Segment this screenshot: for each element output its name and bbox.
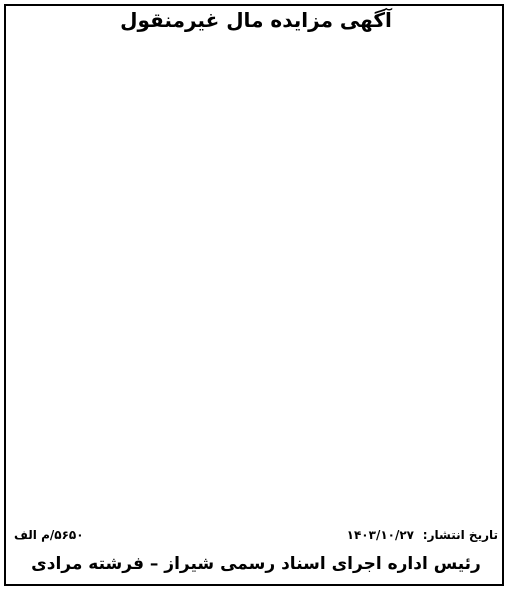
body-line <box>14 396 498 411</box>
body-line <box>14 381 498 396</box>
body-line <box>14 57 498 72</box>
body-line <box>14 488 498 503</box>
reference-code: ۵۶۵۰/م الف <box>14 528 84 542</box>
body-line <box>14 304 498 319</box>
body-line <box>14 119 498 134</box>
publication-label: تاریخ انتشار: <box>422 528 498 542</box>
publication-row <box>14 528 498 544</box>
body-line <box>14 442 498 457</box>
body-line <box>14 181 498 196</box>
notice-title: آگهی مزایده مال غیرمنقول <box>120 8 392 32</box>
body-line <box>14 242 498 257</box>
body-line <box>14 319 498 334</box>
body-line <box>14 504 498 519</box>
body-line <box>14 165 498 180</box>
signature-line: رئیس اداره اجرای اسناد رسمی شیراز – فرشته مرادی <box>31 554 481 574</box>
body-line <box>14 257 498 272</box>
body-line <box>14 411 498 426</box>
body-line <box>14 88 498 103</box>
body-line <box>14 458 498 473</box>
body-line <box>14 350 498 365</box>
body-line <box>14 427 498 442</box>
body-line <box>14 134 498 149</box>
body-line <box>14 288 498 303</box>
body-line <box>14 273 498 288</box>
body-line <box>14 150 498 165</box>
body-line <box>14 334 498 349</box>
publication-date: ۱۴۰۳/۱۰/۲۷ <box>346 528 414 542</box>
body-line <box>14 365 498 380</box>
notice-body <box>14 42 498 522</box>
body-line <box>14 227 498 242</box>
body-line <box>14 42 498 57</box>
body-line <box>14 104 498 119</box>
body-line <box>14 473 498 488</box>
body-line <box>14 73 498 88</box>
body-line <box>14 211 498 226</box>
body-line <box>14 196 498 211</box>
